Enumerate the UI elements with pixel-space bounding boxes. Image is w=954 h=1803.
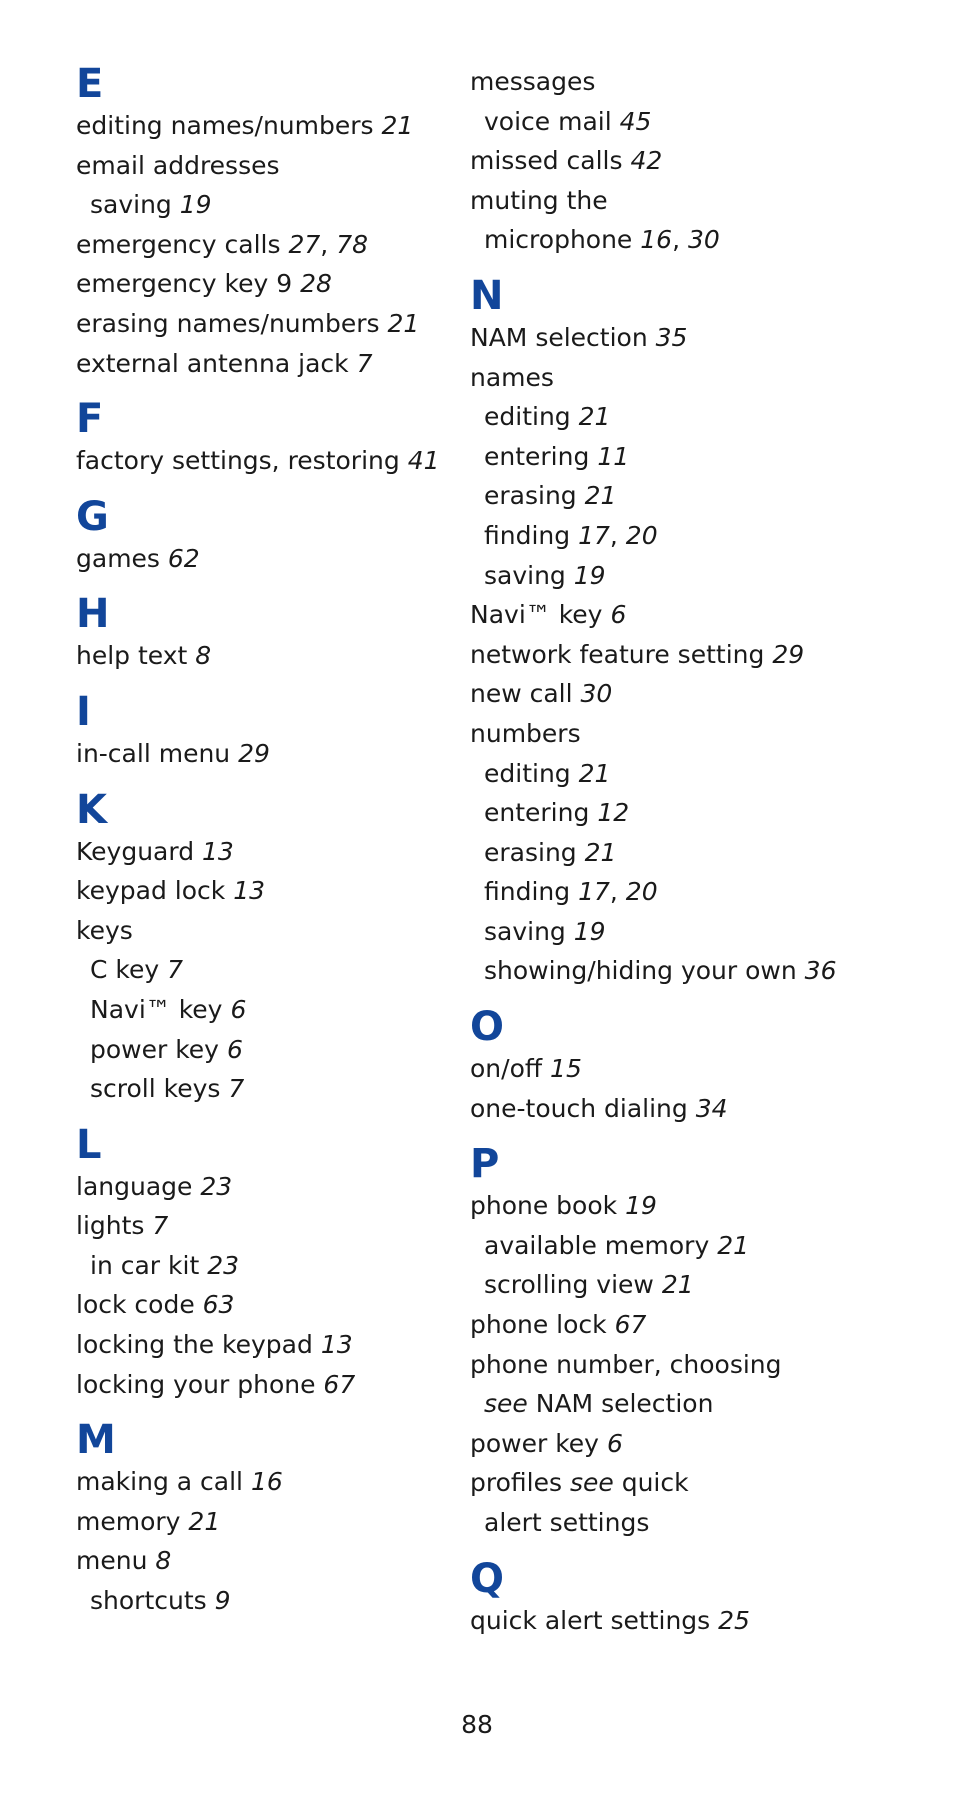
index-entry — [470, 1049, 930, 1089]
section-letter: N — [470, 272, 504, 319]
entry-text: lights — [76, 1211, 145, 1241]
entry-text: scroll keys — [90, 1074, 221, 1104]
entry-text: new call — [470, 679, 573, 709]
index-column-left — [76, 62, 486, 1621]
entry-text: lock code — [76, 1290, 195, 1320]
index-subentry: finding 17, 20 — [484, 877, 658, 907]
index-entry — [76, 1462, 486, 1502]
index-subentry — [470, 1226, 930, 1266]
page-reference: 7 — [152, 1211, 169, 1241]
entry-text: finding — [484, 877, 571, 907]
index-subentry — [470, 1384, 930, 1424]
entry-text: saving — [484, 560, 566, 590]
index-entry — [76, 539, 486, 579]
page-reference: 23 — [200, 1171, 233, 1201]
section-letter: E — [76, 61, 104, 107]
index-section — [470, 1142, 930, 1542]
entry-text: power key — [470, 1428, 599, 1458]
index-subentry — [470, 1503, 930, 1543]
index-entry — [470, 1463, 930, 1503]
entry-text: saving — [484, 916, 566, 946]
page-reference: 6 — [230, 994, 247, 1024]
index-section — [470, 274, 930, 991]
index-subentry — [470, 793, 930, 833]
index-subentry — [470, 833, 930, 873]
page-reference: 19 — [179, 190, 212, 220]
entry-text: emergency key 9 — [76, 269, 293, 299]
page-reference: 45 — [619, 106, 652, 136]
page-reference: 17 — [578, 877, 610, 907]
index-entry: emergency calls 27, 78 — [76, 229, 369, 259]
entry-text: editing — [484, 758, 571, 788]
entry-text: one-touch dialing — [470, 1093, 688, 1123]
entry-text: network feature setting — [470, 639, 765, 669]
index-section — [76, 495, 486, 579]
page-reference: 21 — [188, 1506, 221, 1536]
index-subentry — [470, 912, 930, 952]
entry-text: phone book — [470, 1191, 618, 1221]
entry-text: available memory — [484, 1230, 710, 1260]
index-section — [76, 690, 486, 774]
entry-text: Navi™ key — [470, 600, 603, 630]
page-reference: 67 — [614, 1310, 647, 1340]
entry-text: in car kit — [90, 1250, 200, 1280]
index-subentry — [470, 102, 930, 142]
page-reference: 7 — [228, 1074, 245, 1104]
entry-text: help text — [76, 641, 188, 671]
page-reference: 41 — [407, 446, 440, 476]
entry-text: voice mail — [484, 106, 612, 136]
page-reference: 11 — [597, 441, 630, 471]
index-entry — [76, 1365, 486, 1405]
page-reference: 19 — [573, 916, 606, 946]
page-reference: 8 — [155, 1546, 172, 1576]
index-subentry — [470, 556, 930, 596]
index-entry — [76, 1541, 486, 1581]
index-entry — [76, 1285, 486, 1325]
page-reference: 6 — [606, 1428, 623, 1458]
entry-text: muting the — [470, 185, 608, 215]
page-reference: 34 — [695, 1093, 728, 1123]
index-entry — [76, 1206, 486, 1246]
page-reference: 25 — [718, 1605, 750, 1635]
page-reference: 12 — [597, 798, 630, 828]
entry-text: microphone — [484, 225, 633, 255]
page-reference: 16 — [250, 1467, 283, 1497]
index-entry — [76, 146, 486, 186]
section-letter: I — [76, 688, 91, 735]
index-entry — [76, 1502, 486, 1542]
index-entry — [76, 832, 486, 872]
index-subentry — [76, 1581, 486, 1621]
page-reference: 13 — [320, 1330, 353, 1360]
page-reference: 21 — [584, 837, 617, 867]
entry-text: NAM selection — [470, 322, 648, 352]
entry-text: editing names/numbers — [76, 111, 374, 140]
entry-text: shortcuts — [90, 1586, 207, 1616]
entry-text: editing — [484, 402, 571, 432]
page-reference: 7 — [167, 955, 184, 985]
entry-text: keypad lock — [76, 876, 226, 906]
entry-text: messages — [470, 67, 596, 96]
index-entry — [470, 318, 930, 358]
entry-text: Keyguard — [76, 836, 195, 866]
section-letter: M — [76, 1417, 116, 1464]
index-entry — [470, 141, 930, 181]
section-letter: H — [76, 591, 110, 638]
page-reference: 35 — [655, 322, 688, 352]
index-subentry — [470, 397, 930, 437]
page-reference: 19 — [573, 560, 606, 590]
page-reference: 19 — [625, 1191, 657, 1221]
page-reference: 21 — [661, 1270, 694, 1300]
page-reference: 67 — [323, 1369, 356, 1399]
index-subentry — [76, 1069, 486, 1109]
index-subentry — [470, 1265, 930, 1305]
index-subentry — [470, 754, 930, 794]
index-subentry: microphone 16, 30 — [484, 225, 720, 255]
page-reference: 13 — [202, 836, 234, 866]
index-subentry — [76, 1246, 486, 1286]
page-reference: 62 — [167, 543, 200, 573]
index-subentry — [76, 1030, 486, 1070]
entry-text: memory — [76, 1506, 181, 1536]
entry-text: language — [76, 1171, 193, 1201]
index-entry — [470, 635, 930, 675]
index-section — [470, 1005, 930, 1128]
see-reference: see — [484, 1389, 528, 1419]
entry-text: quick — [621, 1468, 689, 1498]
section-letter: K — [76, 786, 107, 833]
entry-text: games — [76, 543, 160, 573]
index-entry — [76, 344, 486, 384]
page-reference: 21 — [584, 481, 617, 511]
index-entry — [76, 1325, 486, 1365]
entry-text: numbers — [470, 718, 581, 748]
page-reference: 23 — [207, 1250, 240, 1280]
section-letter: P — [470, 1141, 500, 1188]
index-entry — [470, 674, 930, 714]
index-entry — [76, 911, 486, 951]
index-subentry — [76, 990, 486, 1030]
index-entry — [76, 441, 486, 481]
page-number: 88 — [461, 1710, 493, 1739]
entry-text: entering — [484, 798, 590, 828]
entry-text: phone lock — [470, 1310, 607, 1340]
entry-text: keys — [76, 915, 133, 945]
page-reference: 27 — [288, 229, 321, 259]
entry-text: phone number, choosing — [470, 1349, 782, 1379]
page-reference: 29 — [772, 639, 805, 669]
index-section — [470, 1557, 930, 1641]
index-entry — [76, 871, 486, 911]
page-reference: 29 — [238, 738, 270, 768]
page-reference: 28 — [300, 269, 332, 299]
section-letter: O — [470, 1004, 505, 1051]
index-subentry — [470, 951, 930, 991]
page-reference: 9 — [214, 1586, 231, 1616]
page-reference: 20 — [625, 520, 658, 550]
index-column-right — [470, 62, 930, 1640]
entry-text: saving — [90, 190, 172, 220]
index-section — [76, 62, 486, 383]
section-letter: Q — [470, 1555, 505, 1602]
index-subentry — [76, 950, 486, 990]
page-reference: 30 — [580, 679, 613, 709]
index-entry — [470, 1424, 930, 1464]
page-reference: 42 — [630, 146, 663, 176]
entry-text: external antenna jack — [76, 348, 349, 378]
entry-text: entering — [484, 441, 590, 471]
page-reference: 30 — [687, 225, 720, 255]
page-reference: 13 — [233, 876, 265, 906]
page-reference: 21 — [381, 111, 414, 140]
entry-text: finding — [484, 520, 571, 550]
entry-text: locking the keypad — [76, 1330, 313, 1360]
entry-text: Navi™ key — [90, 994, 223, 1024]
index-entry — [76, 734, 486, 774]
index-entry — [470, 1089, 930, 1129]
index-entry — [470, 595, 930, 635]
entry-text: locking your phone — [76, 1369, 316, 1399]
entry-text: names — [470, 362, 554, 392]
page-reference: 63 — [202, 1290, 235, 1320]
page-reference: 20 — [625, 877, 658, 907]
entry-text: showing/hiding your own — [484, 956, 797, 986]
page-reference: 21 — [387, 308, 420, 338]
entry-text: NAM selection — [535, 1389, 714, 1419]
page-reference: 21 — [578, 402, 611, 432]
entry-text: in-call menu — [76, 738, 231, 768]
page-reference: 21 — [578, 758, 611, 788]
index-section — [76, 788, 486, 1109]
entry-text: making a call — [76, 1467, 243, 1497]
page-reference: 17 — [578, 520, 610, 550]
entry-text: profiles — [470, 1468, 562, 1498]
index-entry — [76, 304, 486, 344]
index-entry — [470, 1305, 930, 1345]
section-letter: L — [76, 1121, 102, 1168]
entry-text: missed calls — [470, 146, 623, 176]
index-section — [76, 592, 486, 676]
index-section — [76, 1123, 486, 1405]
index-subentry: finding 17, 20 — [484, 520, 658, 550]
index-entry — [470, 62, 930, 102]
index-section — [76, 397, 486, 481]
see-reference: see — [569, 1468, 614, 1498]
section-letter: F — [76, 396, 104, 443]
entry-text: power key — [90, 1034, 219, 1064]
index-subentry — [470, 476, 930, 516]
index-entry — [470, 1345, 930, 1385]
entry-text: menu — [76, 1546, 148, 1576]
entry-text: scrolling view — [484, 1270, 654, 1300]
index-entry — [470, 1186, 930, 1226]
index-section — [470, 62, 930, 260]
page-reference: 16 — [640, 225, 673, 255]
index-entry — [76, 636, 486, 676]
index-subentry — [470, 437, 930, 477]
index-entry — [470, 714, 930, 754]
entry-text: on/off — [470, 1054, 543, 1084]
entry-text: erasing — [484, 837, 577, 867]
entry-text: erasing — [484, 481, 577, 511]
page-reference: 15 — [550, 1054, 582, 1084]
index-section — [76, 1418, 486, 1620]
index-entry — [76, 106, 486, 146]
page-reference: 36 — [804, 956, 837, 986]
entry-text: factory settings, restoring — [76, 446, 400, 476]
page-reference: 6 — [610, 600, 627, 630]
entry-text: C key — [90, 955, 160, 985]
entry-text: erasing names/numbers — [76, 308, 380, 338]
entry-text: email addresses — [76, 150, 280, 180]
index-entry — [76, 264, 486, 304]
page-reference: 8 — [195, 641, 212, 671]
page-reference: 6 — [226, 1034, 243, 1064]
index-entry — [470, 1601, 930, 1641]
index-subentry — [76, 185, 486, 225]
page-reference: 21 — [717, 1230, 750, 1260]
index-entry — [470, 181, 930, 221]
entry-text: quick alert settings — [470, 1605, 711, 1635]
page-reference: 7 — [356, 348, 373, 378]
entry-text: emergency calls — [76, 229, 281, 259]
page-reference: 78 — [336, 229, 369, 259]
index-entry — [470, 358, 930, 398]
entry-text: alert settings — [484, 1508, 650, 1537]
index-entry — [76, 1167, 486, 1207]
section-letter: G — [76, 493, 109, 540]
